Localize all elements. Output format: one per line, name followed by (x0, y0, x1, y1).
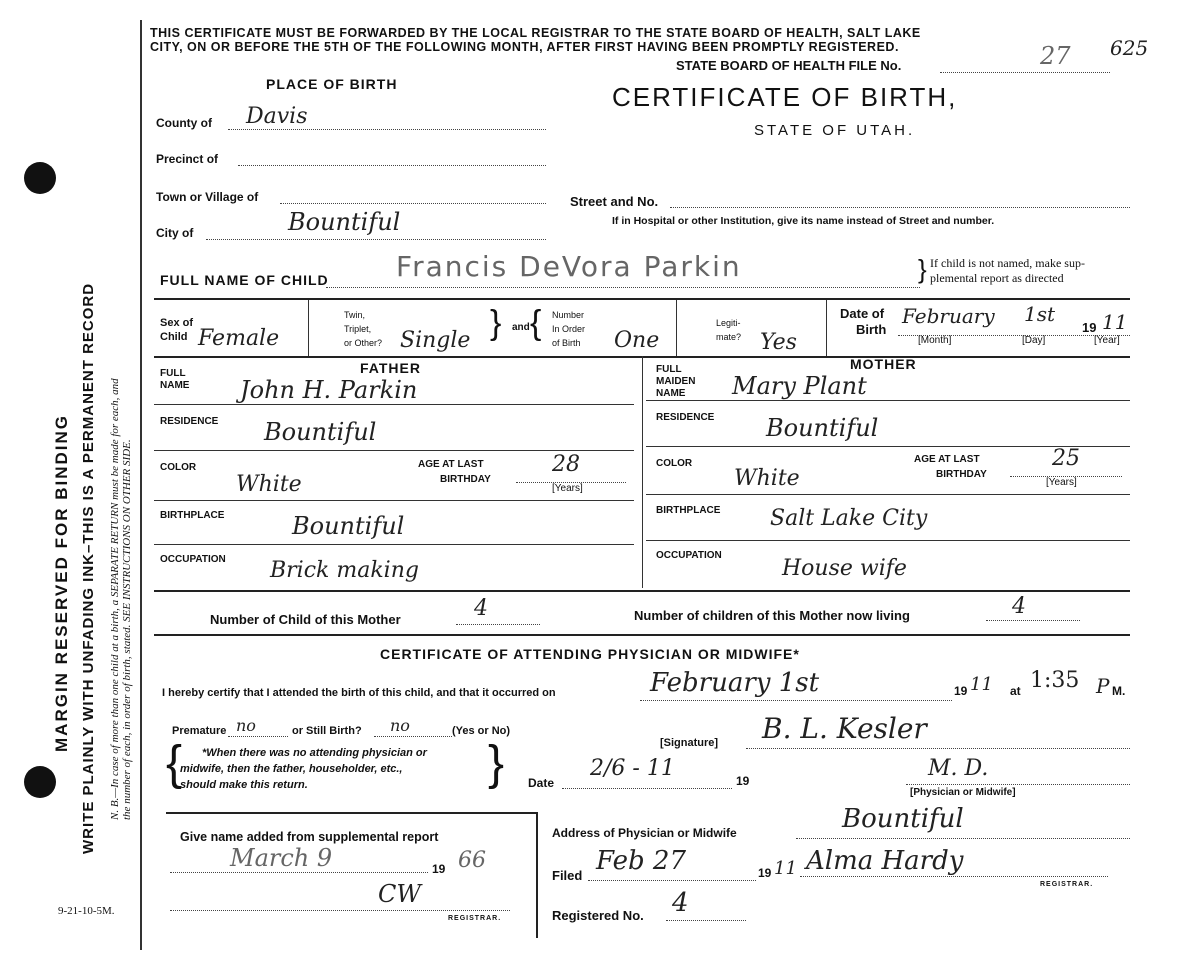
unnamed-brace: } (918, 254, 927, 284)
registered-line (666, 920, 746, 921)
supplemental-date-value: March 9 (230, 844, 333, 872)
filed-year-prefix: 19 (758, 866, 772, 880)
rule-parents-bottom (154, 590, 1130, 592)
notice-line1: THIS CERTIFICATE MUST BE FORWARDED BY THE LOCAL REGISTRAR TO THE STATE BOARD OF HEALTH, SALT LAKE (150, 26, 921, 40)
dob-day: 1st (1024, 302, 1056, 326)
rule-mother-birthplace (646, 540, 1130, 541)
mother-fullname-label-2: MAIDEN (656, 376, 696, 387)
signature-value: B. L. Kesler (762, 712, 927, 745)
dob-year: 11 (1102, 310, 1128, 334)
sex-label-2: Child (160, 331, 188, 343)
yes-no-label: (Yes or No) (452, 725, 511, 737)
dob-month-label: [Month] (918, 335, 952, 346)
father-name-value: John H. Parkin (240, 376, 418, 404)
certificate-subtitle: STATE OF UTAH. (754, 122, 916, 139)
father-residence-value: Bountiful (264, 418, 377, 446)
signature-line (746, 748, 1130, 749)
father-residence-label: RESIDENCE (160, 416, 219, 427)
form-code: 9-21-10-5M. (58, 905, 115, 917)
divider-parents (642, 356, 643, 588)
address-value: Bountiful (842, 804, 964, 834)
order-brace: { (530, 304, 542, 342)
title-line (906, 784, 1130, 785)
father-occupation-value: Brick making (270, 558, 419, 583)
still-birth-label: or Still Birth? (292, 725, 362, 737)
twin-label-1: Twin, (344, 310, 366, 320)
premature-label: Premature (172, 725, 227, 737)
premature-value: no (236, 716, 256, 735)
occurred-date-line (640, 700, 952, 701)
filed-label: Filed (552, 868, 583, 883)
legit-label-1: Legiti- (716, 318, 741, 328)
dob-year-prefix: 19 (1082, 320, 1097, 335)
note-brace-left: { (166, 737, 183, 790)
mother-color-label: COLOR (656, 458, 693, 469)
note-brace-right: } (488, 737, 505, 790)
dob-label-1: Date of (840, 306, 885, 321)
registrar-line (800, 876, 1108, 877)
rule-top-table (154, 298, 1130, 300)
date-year-prefix: 19 (736, 774, 750, 788)
divider-order (676, 300, 677, 356)
mother-residence-value: Bountiful (766, 414, 879, 442)
county-label: County of (156, 116, 212, 130)
mother-name-value: Mary Plant (732, 372, 867, 400)
twin-brace: } (490, 304, 502, 342)
order-label-2: In Order (552, 324, 586, 334)
binding-hole-bottom (24, 766, 56, 798)
town-label: Town or Village of (156, 190, 259, 204)
dob-year-label: [Year] (1094, 335, 1120, 346)
date-line (562, 788, 732, 789)
dob-month: February (902, 304, 995, 328)
date-value: 2/6 - 11 (590, 756, 675, 781)
precinct-label: Precinct of (156, 152, 219, 166)
mother-fullname-label-1: FULL (656, 364, 682, 375)
unnamed-note-line1: If child is not named, make sup- (930, 256, 1085, 270)
signature-label: [Signature] (660, 737, 719, 749)
title-label: [Physician or Midwife] (910, 787, 1016, 798)
city-value: Bountiful (288, 208, 401, 236)
occurred-year-value: 11 (970, 674, 993, 695)
mother-occupation-label: OCCUPATION (656, 550, 722, 561)
city-label: City of (156, 226, 194, 240)
rule-father-residence (154, 450, 634, 451)
twin-value: Single (400, 328, 471, 353)
hospital-note: If in Hospital or other Institution, give its name instead of Street and number. (612, 215, 995, 227)
physician-heading: CERTIFICATE OF ATTENDING PHYSICIAN OR MIDWIFE* (380, 646, 800, 662)
file-number-extra: 625 (1110, 36, 1149, 60)
sex-value: Female (198, 326, 280, 351)
binding-hole-top (24, 162, 56, 194)
permanent-record-text: WRITE PLAINLY WITH UNFADING INK–THIS IS A PERMANENT RECORD (80, 282, 97, 854)
occurred-year-prefix: 19 (954, 684, 968, 698)
mother-birthplace-label: BIRTHPLACE (656, 505, 721, 516)
street-line (670, 207, 1130, 208)
rule-father-color (154, 500, 634, 501)
mother-color-value: White (734, 466, 800, 491)
at-label: at (1010, 684, 1021, 698)
rule-mother-name (646, 400, 1130, 401)
mother-heading: MOTHER (850, 356, 917, 372)
rule-physician-top (154, 634, 1130, 636)
father-age-label-1: AGE AT LAST (418, 459, 484, 470)
father-heading: FATHER (360, 360, 421, 376)
mother-birthplace-value: Salt Lake City (770, 506, 928, 531)
mother-years-label: [Years] (1046, 477, 1077, 488)
address-line (796, 838, 1130, 839)
dob-label-2: Birth (856, 322, 887, 337)
still-birth-value: no (390, 716, 410, 735)
filed-year-value: 11 (774, 858, 797, 879)
twin-label-2: Triplet, (344, 324, 372, 334)
mother-fullname-label-3: NAME (656, 388, 686, 399)
order-label-1: Number (552, 310, 585, 320)
nb-note-line2: the number of each, in order of birth, stated. SEE INSTRUCTIONS ON OTHER SIDE. (121, 439, 133, 820)
premature-line (228, 736, 288, 737)
registered-label: Registered No. (552, 908, 644, 923)
registered-value: 4 (672, 888, 689, 918)
mother-residence-label: RESIDENCE (656, 412, 715, 423)
child-name-value: Francis DeVora Parkin (396, 250, 742, 283)
children-living-value: 4 (1012, 594, 1026, 619)
registrar-signature: Alma Hardy (806, 846, 964, 876)
dob-day-label: [Day] (1022, 335, 1046, 346)
occurred-date-value: February 1st (650, 668, 820, 698)
county-value: Davis (246, 104, 308, 129)
children-number-line (456, 624, 540, 625)
father-occupation-label: OCCUPATION (160, 554, 226, 565)
children-living-line (986, 620, 1080, 621)
father-years-label: [Years] (552, 483, 583, 494)
pm-value: P (1096, 674, 1110, 698)
date-label: Date (528, 776, 555, 790)
filed-line (588, 880, 756, 881)
address-label: Address of Physician or Midwife (552, 826, 737, 840)
supplemental-registrar-line (170, 910, 510, 911)
file-number-line (940, 72, 1110, 73)
order-value: One (614, 328, 660, 353)
nb-note-line1: N. B.—In case of more than one child at a birth, a SEPARATE RETURN must be made for each, and (109, 378, 121, 820)
precinct-line (238, 165, 546, 166)
legit-value: Yes (760, 330, 797, 355)
father-birthplace-label: BIRTHPLACE (160, 510, 225, 521)
mother-occupation-value: House wife (782, 556, 907, 581)
rule-mother-color (646, 494, 1130, 495)
notice-line2: CITY, ON OR BEFORE THE 5TH OF THE FOLLOWING MONTH, AFTER FIRST HAVING BEEN PROMPTLY REGISTERED. (150, 40, 899, 54)
note-line1: *When there was no attending physician or (202, 747, 427, 759)
order-label-3: of Birth (552, 338, 581, 348)
father-color-value: White (236, 472, 302, 497)
father-age-value: 28 (552, 452, 580, 477)
mother-age-label-1: AGE AT LAST (914, 454, 980, 465)
town-line (280, 203, 546, 204)
file-label: STATE BOARD OF HEALTH FILE No. (676, 58, 902, 73)
mother-age-value: 25 (1052, 446, 1080, 471)
divider-legit (826, 300, 827, 356)
still-birth-line (374, 736, 452, 737)
m-label: M. (1112, 684, 1126, 698)
twin-label-3: or Other? (344, 338, 383, 348)
certificate-title: CERTIFICATE OF BIRTH, (612, 82, 958, 112)
time-value: 1:35 (1030, 668, 1080, 693)
note-line3: should make this return. (180, 779, 308, 791)
city-line (206, 239, 546, 240)
sex-label-1: Sex of (160, 317, 194, 329)
supplemental-date-line (170, 872, 428, 873)
rule-father-birthplace (154, 544, 634, 545)
registrar-label: REGISTRAR. (1040, 881, 1094, 888)
father-fullname-label-1: FULL (160, 368, 186, 379)
father-fullname-label-2: NAME (160, 380, 190, 391)
supplemental-initials: CW (378, 880, 422, 908)
children-number-label: Number of Child of this Mother (210, 612, 401, 627)
father-color-label: COLOR (160, 462, 197, 473)
supplemental-label: Give name added from supplemental report (180, 830, 439, 844)
supplemental-year-value: 66 (458, 848, 486, 873)
supplemental-registrar-label: REGISTRAR. (448, 915, 502, 922)
rule-father-name (154, 404, 634, 405)
unnamed-note-line2: plemental report as directed (930, 271, 1064, 285)
child-name-label: FULL NAME OF CHILD (160, 272, 329, 288)
certify-text: I hereby certify that I attended the birth of this child, and that it occurred on (162, 687, 556, 699)
title-value: M. D. (928, 756, 989, 781)
county-line (228, 129, 546, 130)
and-label: and (512, 322, 530, 333)
children-number-value: 4 (474, 596, 488, 621)
margin-rule (140, 20, 142, 950)
mother-age-label-2: BIRTHDAY (936, 469, 987, 480)
street-label: Street and No. (570, 194, 659, 209)
place-heading: PLACE OF BIRTH (266, 76, 398, 92)
divider-sex (308, 300, 309, 356)
children-living-label: Number of children of this Mother now living (634, 608, 910, 623)
father-age-label-2: BIRTHDAY (440, 474, 491, 485)
margin-reserved-text: MARGIN RESERVED FOR BINDING (52, 414, 71, 752)
child-name-line (326, 287, 920, 288)
legit-label-2: mate? (716, 332, 742, 342)
filed-value: Feb 27 (596, 846, 686, 876)
father-birthplace-value: Bountiful (292, 512, 405, 540)
file-number: 27 (1040, 42, 1071, 70)
supplemental-year-prefix: 19 (432, 862, 446, 876)
note-line2: midwife, then the father, householder, etc., (180, 763, 403, 775)
